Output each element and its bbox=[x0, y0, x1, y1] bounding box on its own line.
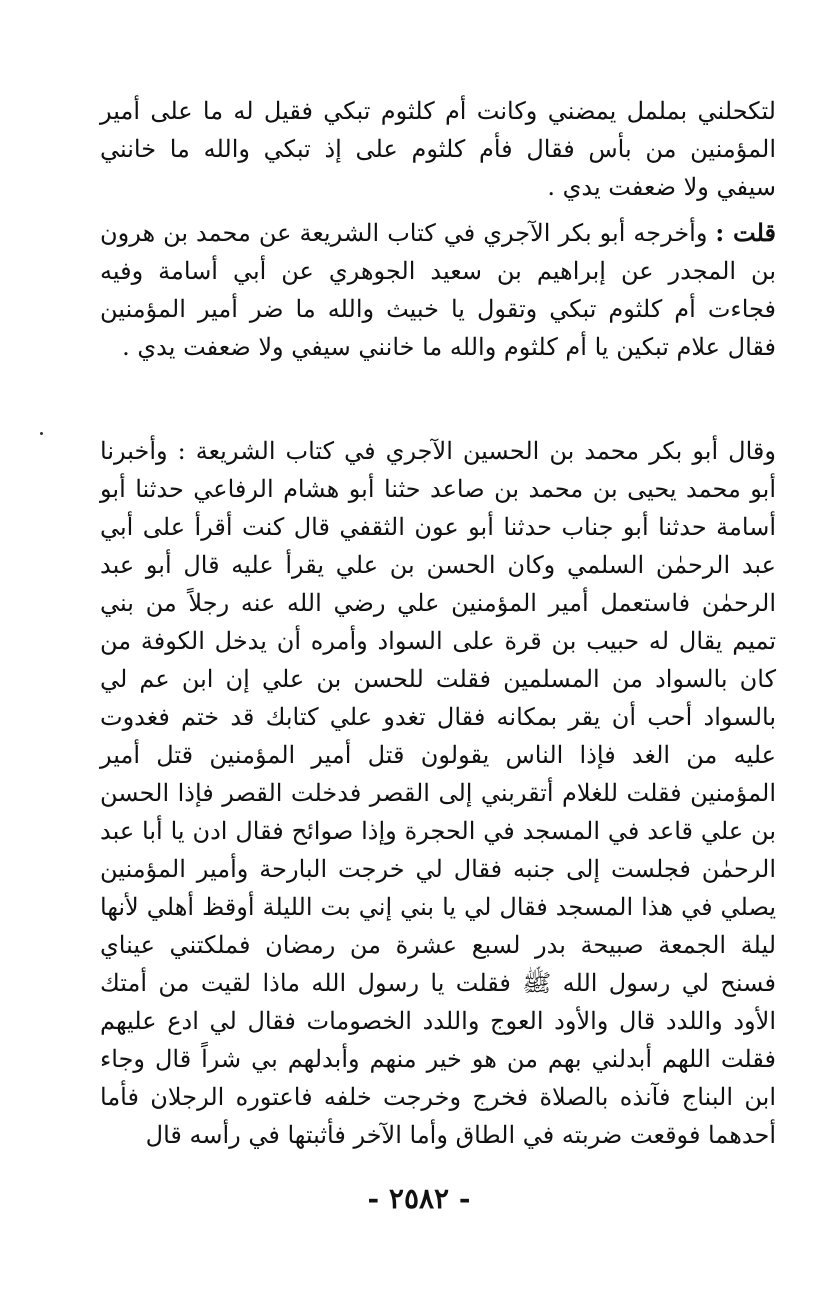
paragraph-2-lead: قلت : bbox=[715, 218, 776, 247]
paragraph-2-text: وأخرجه أبو بكر الآجري في كتاب الشريعة عن محمد بن هرون بن المجدر عن إبراهيم بن سعيد الجوهري عن أبي أسامة وفيه فجاءت أم كلثوم تبكي وتقول يا خبيث والله ما ضر أمير المؤمنين فقال علام تبكين يا أم كلثوم والله ما خانني سيفي ولا ضعفت يدي . bbox=[100, 219, 776, 361]
paragraph-1 bbox=[100, 92, 776, 206]
stray-ink-dot bbox=[40, 432, 43, 435]
page-number: - ٢٥٨٢ - bbox=[367, 1182, 471, 1215]
paragraph-1-text: لتكحلني بململ يمضني وكانت أم كلثوم تبكي فقيل له ما على أمير المؤمنين من بأس فقال فأم كلثوم على إذ تبكي والله ما خانني سيفي ولا ضعفت يدي . bbox=[100, 97, 776, 201]
paragraph-3 bbox=[100, 432, 776, 1154]
paragraph-3-text: وقال أبو بكر محمد بن الحسين الآجري في كتاب الشريعة : وأخبرنا أبو محمد يحيى بن محمد بن صاعد حثنا أبو هشام الرفاعي حدثنا أبو أسامة حدثنا أبو جناب حدثنا أبو عون الثقفي قال كنت أقرأ على أبي عبد الرحمٰن السلمي وكان الحسن بن علي يقرأ عليه قال أبو عبد الرحمٰن فاستعمل أمير المؤمنين علي رضي الله عنه رجلاً من بني تميم يقال له حبيب بن قرة على السواد وأمره أن يدخل الكوفة من كان بالسواد من المسلمين فقلت للحسن بن علي إن ابن عم لي بالسواد أحب أن يقر بمكانه فقال تغدو علي كتابك قد ختم فغدوت عليه من الغد فإذا الناس يقولون قتل أمير المؤمنين قتل أمير المؤمنين فقلت للغلام أتقربني إلى القصر فدخلت القصر فإذا الحسن بن علي قاعد في المسجد في الحجرة وإذا صوائح فقال ادن يا أبا عبد الرحمٰن فجلست إلى جنبه فقال لي خرجت البارحة وأمير المؤمنين يصلي في هذا المسجد فقال لي يا بني إني بت الليلة أوقظ أهلي لأنها ليلة الجمعة صبيحة بدر لسبع عشرة من رمضان فملكتني عيناي فسنح لي رسول الله ﷺ فقلت يا رسول الله ماذا لقيت من أمتك الأود واللدد قال والأود العوج واللدد الخصومات فقال لي ادع عليهم فقلت اللهم أبدلني بهم من هو خير منهم وأبدلهم بي شراً قال وجاء ابن البناج فآنذه بالصلاة فخرج وخرجت خلفه فاعتوره الرجلان فأما أحدهما فوقعت ضربته في الطاق وأما الآخر فأثبتها في رأسه قال bbox=[100, 437, 776, 1149]
paragraph-2 bbox=[100, 214, 776, 366]
page-body bbox=[100, 92, 776, 1154]
